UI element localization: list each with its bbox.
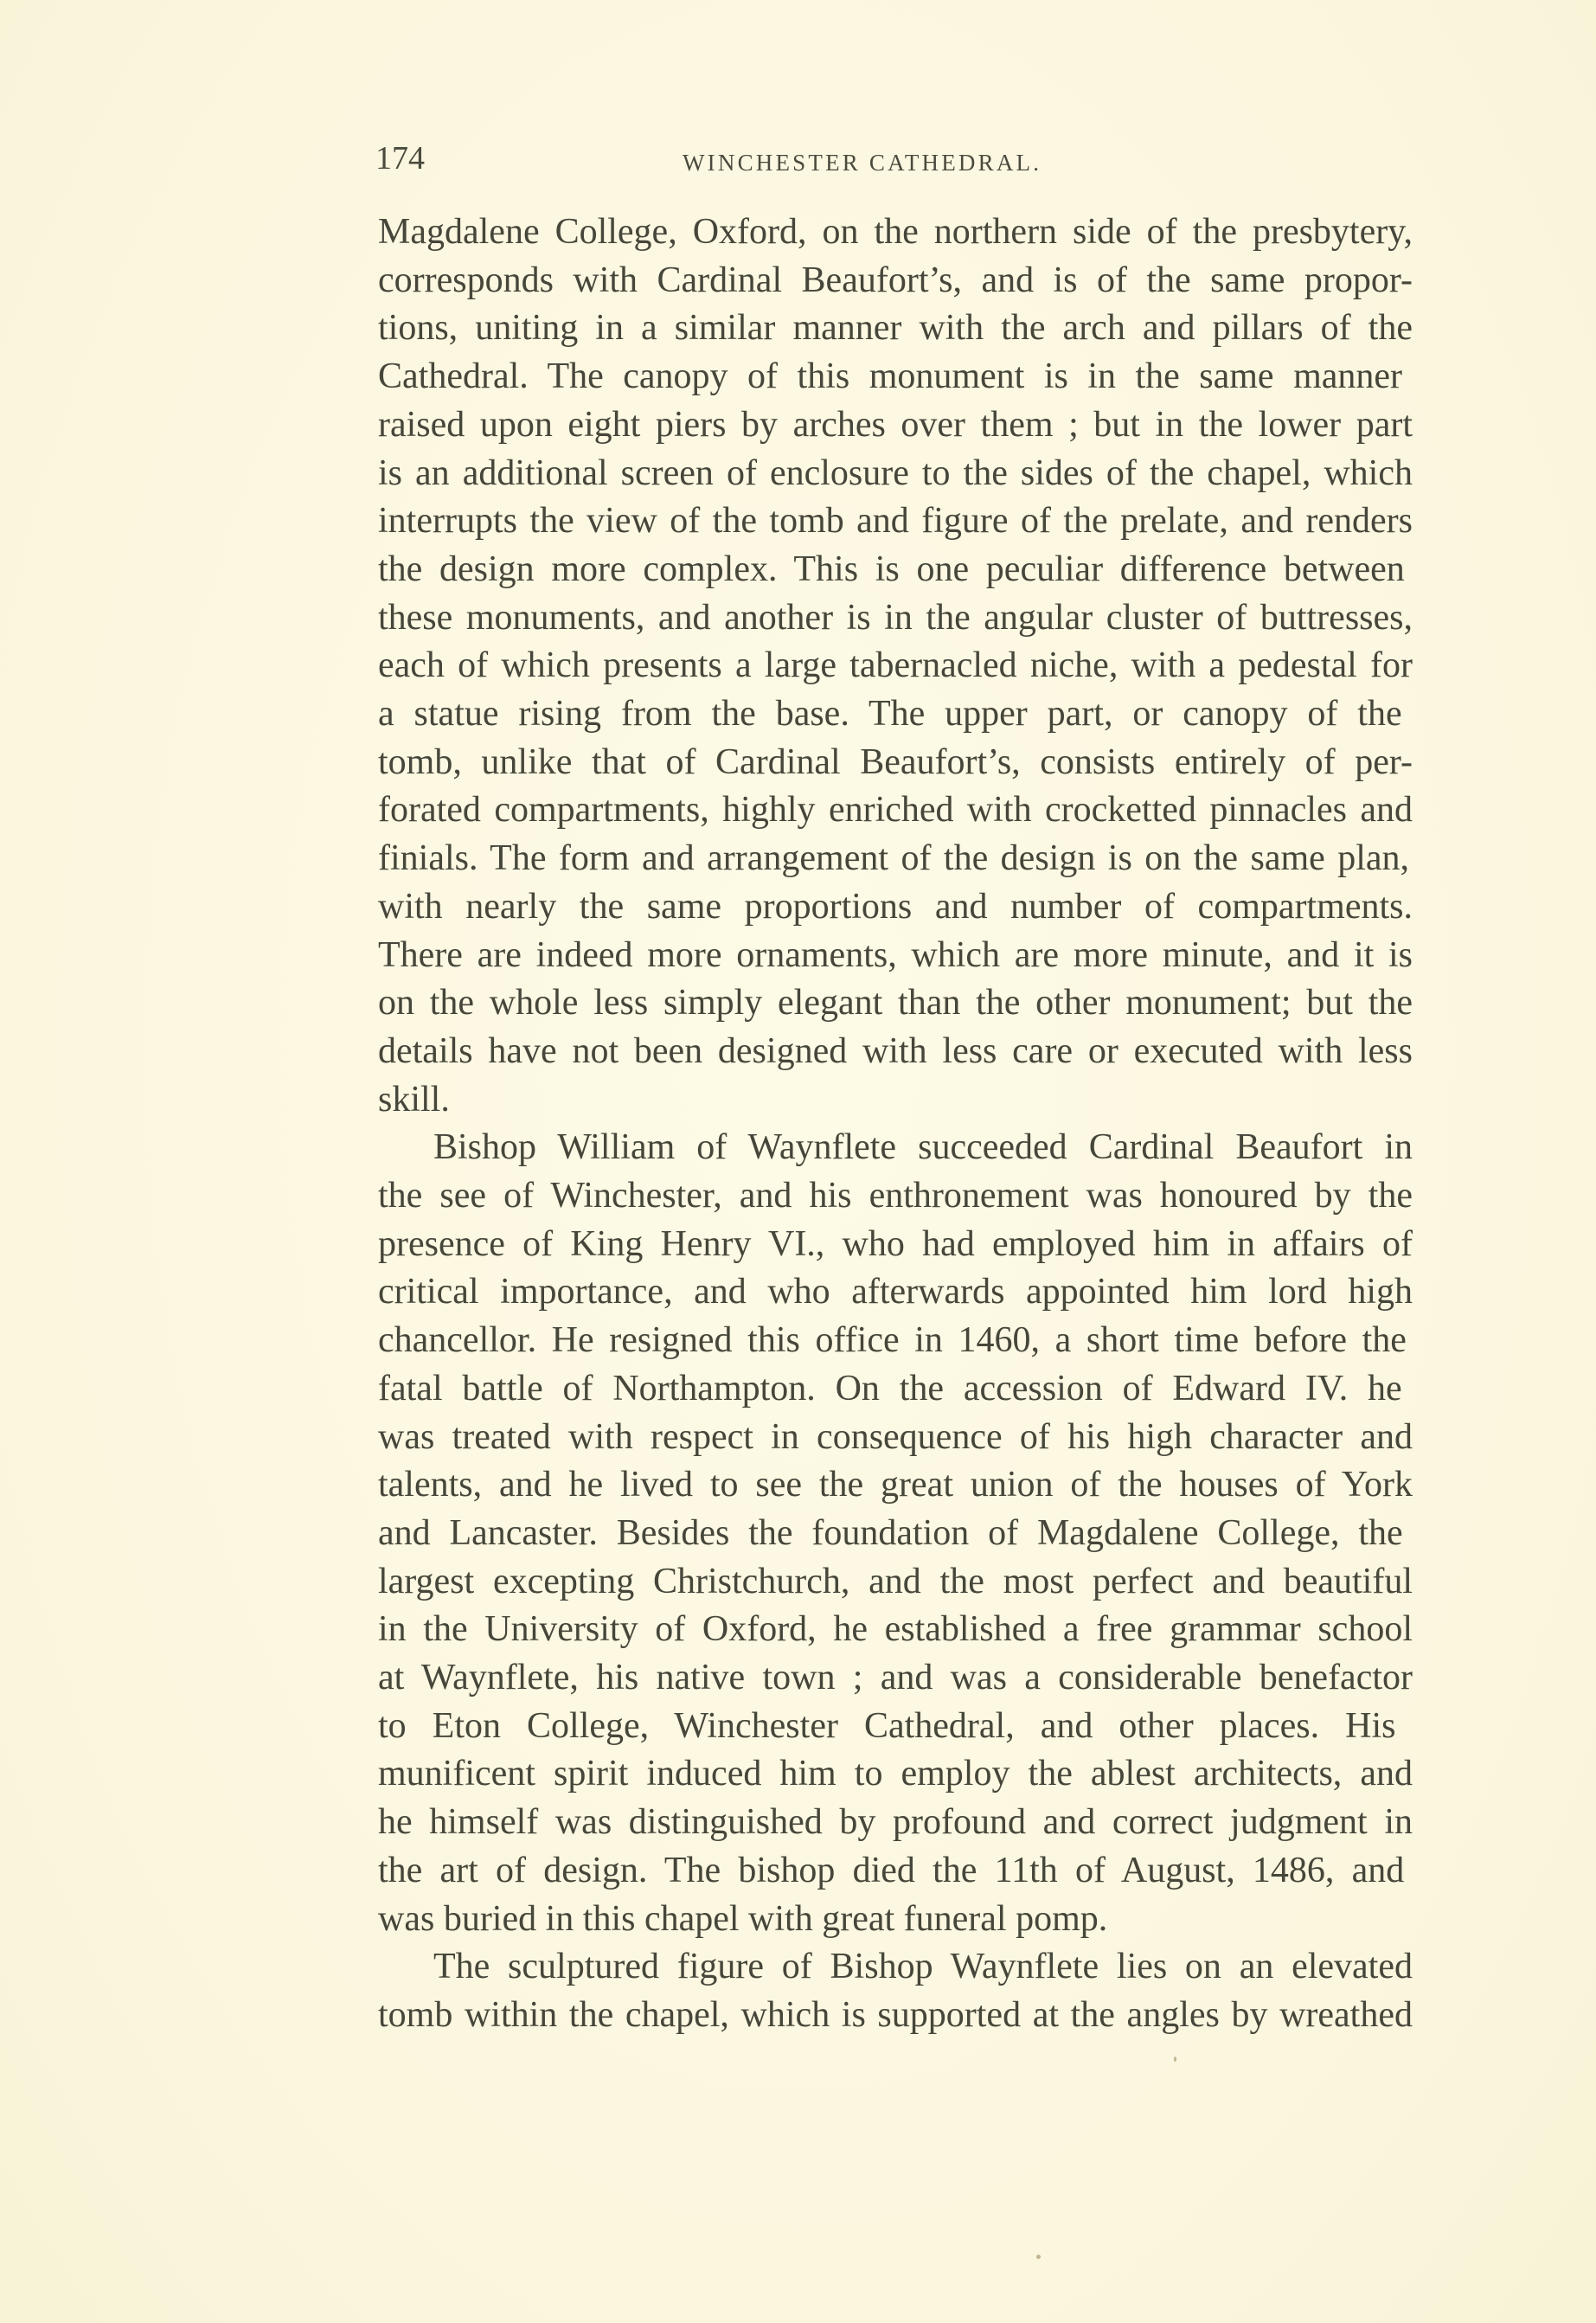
text-line: each of which presents a large tabernacled niche, with a pedestal for (378, 645, 1413, 686)
text-line: finials. The form and arrangement of the design is on the same plan, (378, 838, 1410, 879)
text-line: and Lancaster. Besides the foundation of Magdalene College, the (378, 1512, 1403, 1553)
text-line: Cathedral. The canopy of this monument is in the same manner (378, 356, 1403, 397)
text-line: There are indeed more ornaments, which are more minute, and it is (378, 934, 1413, 975)
paper-speck (1036, 2255, 1041, 2259)
text-line: the art of design. The bishop died the 11th of August, 1486, and (378, 1850, 1405, 1890)
text-line: with nearly the same proportions and number of compartments. (378, 886, 1413, 927)
text-line: chancellor. He resigned this office in 1460, a short time before the (378, 1320, 1407, 1361)
text-line: was buried in this chapel with great funeral pomp. (378, 1898, 1108, 1939)
paragraph-start-line: Bishop William of Waynflete succeeded Cardinal Beaufort in (433, 1127, 1413, 1168)
running-head (375, 139, 1413, 177)
text-line: fatal battle of Northampton. On the accession of Edward IV. he (378, 1368, 1402, 1409)
paper-speck (1174, 2057, 1176, 2062)
text-line: tomb within the chapel, which is supported at the angles by wreathed (378, 1994, 1413, 2035)
text-line: largest excepting Christchurch, and the most perfect and beautiful (378, 1561, 1413, 1601)
text-line: tomb, unlike that of Cardinal Beaufort’s, consists entirely of per- (378, 741, 1413, 782)
text-line: on the whole less simply elegant than the other monument; but the (378, 983, 1413, 1024)
text-line: was treated with respect in consequence of his high character and (378, 1416, 1413, 1457)
text-line: the design more complex. This is one peculiar difference between (378, 549, 1405, 589)
text-line: corresponds with Cardinal Beaufort’s, and is of the same propor- (378, 260, 1413, 300)
text-line: to Eton College, Winchester Cathedral, and other places. His (378, 1705, 1396, 1746)
text-line: at Waynflete, his native town ; and was a considerable benefactor (378, 1658, 1413, 1697)
page-number: 174 (375, 140, 425, 176)
text-line: a statue rising from the base. The upper part, or canopy of the (378, 694, 1402, 734)
text-line: these monuments, and another is in the angular cluster of buttresses, (378, 597, 1413, 638)
text-line: Magdalene College, Oxford, on the northern side of the presbytery, (378, 212, 1413, 252)
text-line: raised upon eight piers by arches over them ; but in the lower part (378, 404, 1413, 445)
text-line: skill. (378, 1079, 450, 1120)
running-title: WINCHESTER CATHEDRAL. (683, 150, 1042, 176)
text-line: talents, and he lived to see the great union of the houses of York (378, 1465, 1413, 1505)
text-line: details have not been designed with less care or executed with less (378, 1030, 1413, 1071)
text-line: in the University of Oxford, he established a free grammar school (378, 1609, 1413, 1650)
text-line: interrupts the view of the tomb and figure of the prelate, and renders (378, 501, 1413, 542)
text-line: is an additional screen of enclosure to the sides of the chapel, which (378, 452, 1413, 493)
paragraph-start-line: The sculptured figure of Bishop Waynflete lies on an elevated (433, 1947, 1413, 1987)
text-line: munificent spirit induced him to employ the ablest architects, and (378, 1754, 1413, 1794)
text-line: he himself was distinguished by profound and correct judgment in (378, 1802, 1413, 1843)
text-line: critical importance, and who afterwards appointed him lord high (378, 1272, 1413, 1312)
text-line: forated compartments, highly enriched with crocketted pinnacles and (378, 790, 1413, 831)
text-line: the see of Winchester, and his enthronement was honoured by the (378, 1176, 1413, 1216)
text-line: tions, uniting in a similar manner with the arch and pillars of the (378, 308, 1413, 349)
text-line: presence of King Henry VI., who had employed him in affairs of (378, 1223, 1413, 1264)
